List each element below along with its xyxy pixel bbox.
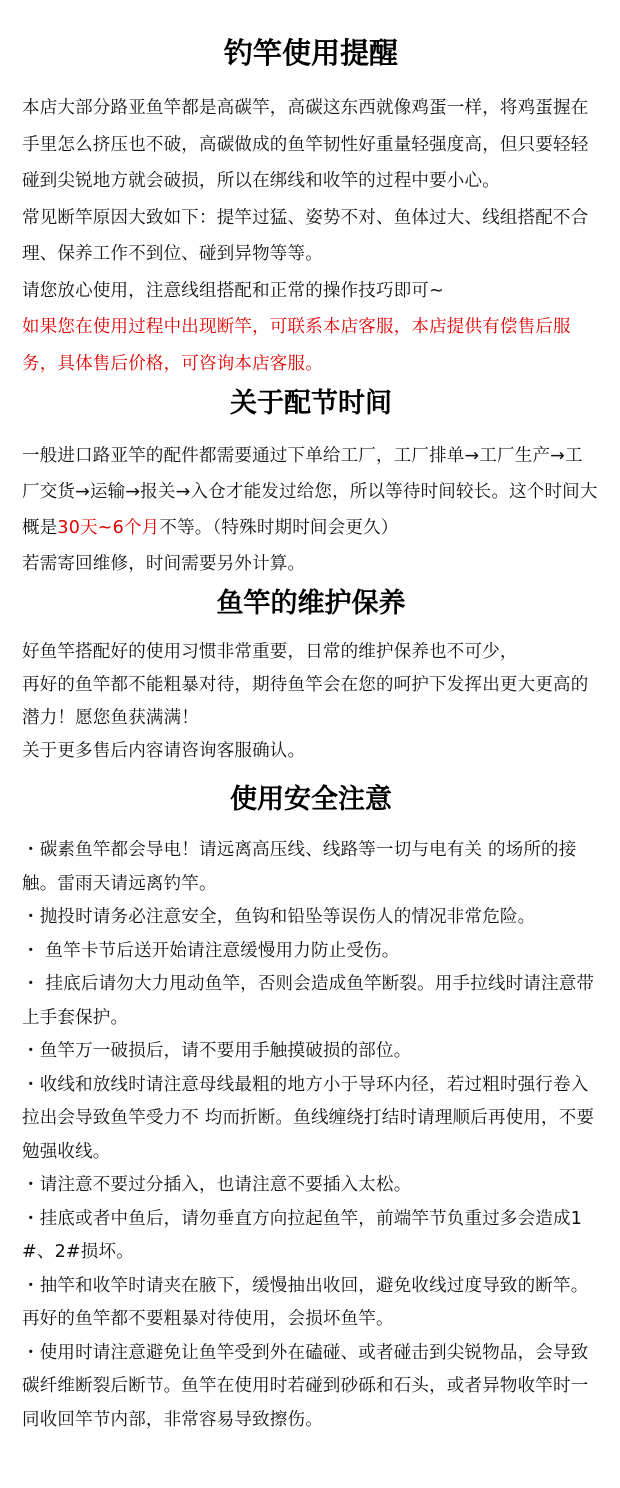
text-import-process: 一般进口路亚竿的配件都需要通过下单给工厂，工厂排单→工厂生产→工厂交货→运输→报关→入仓才能发过给您，所以等待时间较长。这个时间大概是 <box>22 446 598 538</box>
section-safety-notes <box>22 768 600 1437</box>
section-fishing-rod-reminder <box>22 0 600 382</box>
safety-item: ・鱼竿万一破损后，请不要用手触摸破损的部位。 <box>22 1041 412 1061</box>
safety-item: ・请注意不要过分插入，也请注意不要插入太松。 <box>22 1175 412 1195</box>
safety-item: ・使用时请注意避免让鱼竿受到外在磕碰、或者碰击到尖锐物品，会导致碳纤维断裂后断节。鱼竿在使用时若碰到砂砾和石头，或者异物收竿时一同收回竿节内部，非常容易导致擦伤。 <box>22 1342 589 1430</box>
paragraph-repair-time: 若需寄回维修，时间需要另外计算。 <box>22 554 306 574</box>
paragraph-breakage-causes: 常见断竿原因大致如下：提竿过猛、姿势不对、鱼体过大、线组搭配不合理、保养工作不到位、碰到异物等等。 <box>22 207 589 264</box>
safety-item: ・ 挂底后请勿大力甩动鱼竿，否则会造成鱼竿断裂。用手拉线时请注意带上手套保护。 <box>22 974 595 1028</box>
section-rod-maintenance <box>22 582 600 768</box>
safety-item: ・ 鱼竿卡节后送开始请注意缓慢用力防止受伤。 <box>22 940 400 961</box>
section-title-fishing-rod-reminder: 钓竿使用提醒 <box>223 36 398 70</box>
paragraph-import-process <box>22 438 600 546</box>
text-special-period: 不等。（特殊时期时间会更久） <box>159 518 399 538</box>
paragraph-gentle-handling: 再好的鱼竿都不能粗暴对待，期待鱼竿会在您的呵护下发挥出更大更高的潜力！愿您鱼获满满！ <box>22 675 589 728</box>
paragraph-contact-support: 关于更多售后内容请咨询客服确认。 <box>22 741 306 761</box>
safety-item: ・碳素鱼竿都会导电！请远离高压线、线路等一切与电有关 的场所的接触。雷雨天请远离钓竿。 <box>22 840 577 894</box>
paragraph-after-sales-notice: 如果您在使用过程中出现断竿，可联系本店客服，本店提供有偿售后服务，具体售后价格，可咨询本店客服。 <box>22 317 571 374</box>
section-title-parts-delivery-time: 关于配节时间 <box>230 388 392 419</box>
paragraph-usage-tip: 请您放心使用，注意线组搭配和正常的操作技巧即可~ <box>22 280 444 301</box>
text-wait-duration: 30天~6个月 <box>57 518 160 538</box>
safety-item: ・收线和放线时请注意母线最粗的地方小于导环内径，若过粗时强行卷入拉出会导致鱼竿受力不 均而折断。鱼线缠绕打结时请理顺后再使用，不要勉强收线。 <box>22 1074 595 1162</box>
section-title-rod-maintenance: 鱼竿的维护保养 <box>216 588 406 619</box>
section-parts-delivery-time <box>22 382 600 582</box>
paragraph-high-carbon-rod: 本店大部分路亚鱼竿都是高碳竿，高碳这东西就像鸡蛋一样，将鸡蛋握在手里怎么挤压也不破，高碳做成的鱼竿韧性好重量轻强度高，但只要轻轻碰到尖锐地方就会破损，所以在绑线和收竿的过程中要小心。 <box>22 98 589 191</box>
section-title-safety-notes: 使用安全注意 <box>230 784 392 815</box>
safety-item: ・抽竿和收竿时请夹在腋下，缓慢抽出收回，避免收线过度导致的断竿。再好的鱼竿都不要粗暴对待使用，会损坏鱼竿。 <box>22 1275 589 1329</box>
safety-item: ・抛投时请务必注意安全，鱼钩和铅坠等误伤人的情况非常危险。 <box>22 907 536 927</box>
paragraph-good-habits: 好鱼竿搭配好的使用习惯非常重要，日常的维护保养也不可少， <box>22 642 518 662</box>
safety-item: ・挂底或者中鱼后，请勿垂直方向拉起鱼竿，前端竿节负重过多会造成1#、2#损坏。 <box>22 1208 583 1262</box>
